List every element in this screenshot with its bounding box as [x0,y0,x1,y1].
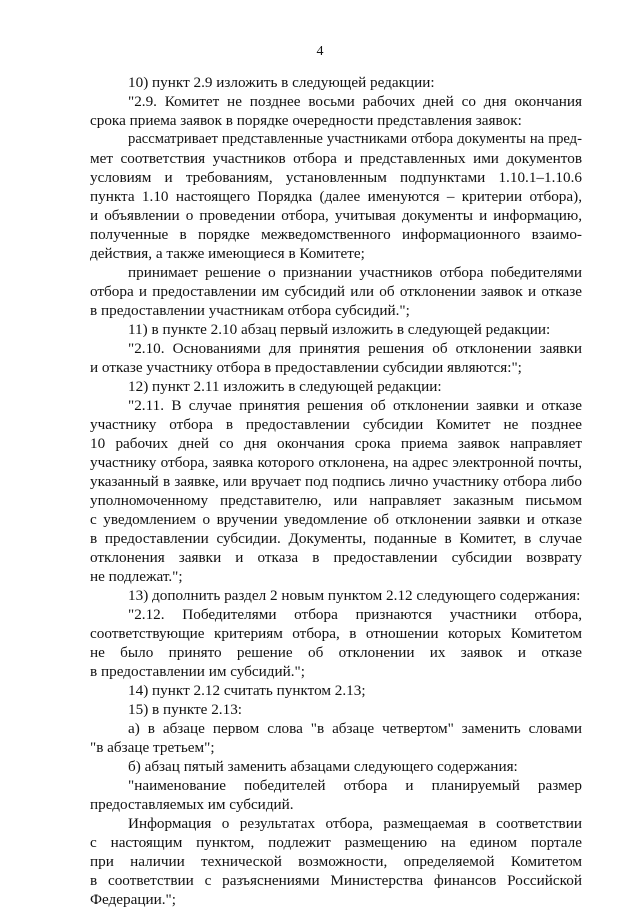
text-line: Федерации."; [90,891,176,908]
text-line: и объявлении о проведении отбора, учитывая документы и информацию, [90,207,582,224]
text-line: с настоящим пунктом, подлежит размещению на едином портале [90,834,582,851]
text-line: при наличии технической возможности, определяемой Комитетом [90,853,582,870]
text-line: пункта 1.10 настоящего Порядка (далее именуются – критерии отбора), [90,188,582,205]
text-line: с уведомлением о вручении уведомление об отклонении заявки и отказе [90,511,582,528]
text-line: полученные в порядке межведомственного информационного взаимо- [90,226,582,243]
text-line: предоставляемых им субсидий. [90,796,294,813]
text-line: 15) в пункте 2.13: [128,701,243,718]
text-line: в предоставлении субсидии. Документы, поданные в Комитет, в случае [90,530,582,547]
text-line: 10 рабочих дней со дня окончания срока приема заявок направляет [90,435,582,452]
text-line: 11) в пункте 2.10 абзац первый изложить в следующей редакции: [128,321,551,338]
text-line: Информация о результатах отбора, размещаемая в соответствии [128,815,582,832]
text-line: не подлежат."; [90,568,183,585]
text-line: рассматривает представленные участниками отбора документы на пред- [128,131,582,147]
text-line: отклонения заявки и отказа в предоставлении субсидии возврату [90,549,582,566]
text-line: "2.11. В случае принятия решения об отклонении заявки и отказе [128,397,582,414]
text-line: отбора и предоставлении им субсидий или об отклонении заявок и отказе [90,283,582,300]
text-line: принимает решение о признании участников отбора победителями [128,264,582,281]
text-line: действия, а также имеющиеся в Комитете; [90,245,365,262]
text-line: мет соответствия участников отбора и представленных ими документов [90,150,582,167]
text-line: 14) пункт 2.12 считать пунктом 2.13; [128,682,366,699]
text-line: срока приема заявок в порядке очередности представления заявок: [90,112,522,129]
text-line: и отказе участнику отбора в предоставлении субсидии являются:"; [90,359,522,376]
text-line: указанный в заявке, или вручает под подпись лично участнику отбора либо [90,473,582,490]
text-line: "наименование победителей отбора и планируемый размер [128,777,582,794]
text-line: условиям и требованиям, установленным подпунктами 1.10.1–1.10.6 [90,169,582,186]
text-line: участнику отбора в предоставлении субсидии Комитет не позднее [90,416,582,433]
text-line: 10) пункт 2.9 изложить в следующей редакции: [128,74,435,91]
text-line: б) абзац пятый заменить абзацами следующего содержания: [128,758,518,775]
page-number: 4 [316,44,324,59]
text-line: в предоставлении участникам отбора субсидий."; [90,302,410,319]
text-line: 13) дополнить раздел 2 новым пунктом 2.12 следующего содержания: [128,587,581,604]
text-line: в соответствии с разъяснениями Министерства финансов Российской [90,872,582,889]
text-line: соответствующие критериям отбора, в отношении которых Комитетом [90,625,582,642]
text-line: "в абзаце третьем"; [90,739,215,756]
text-line: в предоставлении им субсидий."; [90,663,305,680]
text-line: участнику отбора, заявка которого отклонена, на адрес электронной почты, [90,454,582,471]
text-line: 12) пункт 2.11 изложить в следующей редакции: [128,378,442,395]
text-line: а) в абзаце первом слова "в абзаце четвертом" заменить словами [128,720,582,737]
text-line: "2.12. Победителями отбора признаются участники отбора, [128,606,582,623]
text-line: "2.9. Комитет не позднее восьми рабочих дней со дня окончания [128,93,582,110]
text-line: уполномоченному представителю, или направляет заказным письмом [90,492,582,509]
text-line: не было принято решение об отклонении их заявок и отказе [90,644,582,661]
text-line: "2.10. Основаниями для принятия решения об отклонении заявки [128,340,582,357]
document-body [90,73,582,909]
